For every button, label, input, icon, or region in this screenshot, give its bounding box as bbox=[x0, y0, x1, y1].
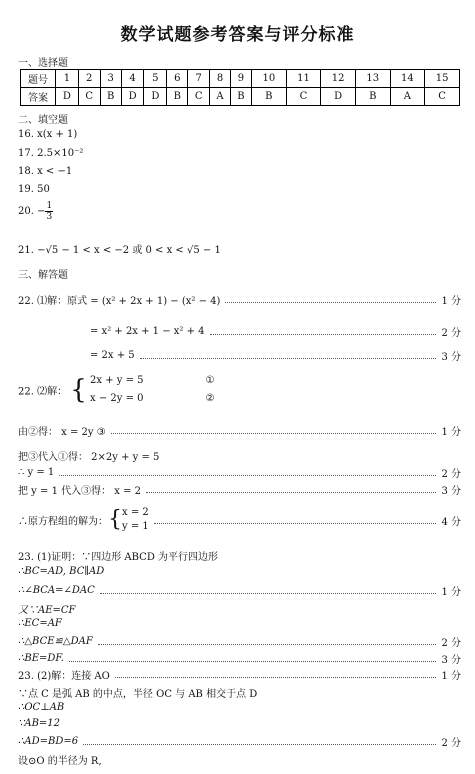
dot-leader bbox=[140, 358, 437, 359]
table-cell: 12 bbox=[321, 70, 356, 88]
q22-2-step1 bbox=[18, 423, 461, 437]
q23-1-line4: 又∵AE=CF bbox=[18, 605, 76, 616]
eq2-tag: ② bbox=[205, 393, 215, 404]
score: 3 分 bbox=[441, 351, 461, 363]
dot-leader bbox=[225, 302, 436, 303]
table-row-answers bbox=[21, 88, 460, 106]
q20-fraction bbox=[45, 201, 53, 222]
score: 2 分 bbox=[441, 327, 461, 339]
brace-icon: { bbox=[108, 507, 122, 532]
q23-2-line6: 设⊙O 的半径为 R, bbox=[18, 756, 102, 767]
q23-2-line3: ∴OC⊥AB bbox=[18, 702, 65, 713]
table-cell: B bbox=[167, 88, 188, 106]
solution-system bbox=[122, 506, 149, 534]
score: 1 分 bbox=[441, 426, 461, 438]
table-cell: C bbox=[188, 88, 210, 106]
step-text: ∴ y = 1 bbox=[18, 466, 55, 478]
dot-leader bbox=[83, 744, 436, 745]
table-cell: 7 bbox=[188, 70, 210, 88]
q23-2-line2: ∵点 C 是弧 AB 的中点，半径 OC 与 AB 相交于点 D bbox=[18, 689, 258, 700]
score: 2 分 bbox=[441, 737, 461, 749]
solution-x: x = 2 bbox=[122, 507, 149, 518]
table-cell: B bbox=[252, 88, 287, 106]
table-cell: 11 bbox=[286, 70, 321, 88]
eq1-text: 2x + y = 5 bbox=[90, 375, 144, 386]
q23-1-line1: 23. (1)证明：∵四边形 ABCD 为平行四边形 bbox=[18, 552, 219, 563]
equation-2 bbox=[90, 390, 214, 408]
eq1-tag: ① bbox=[205, 375, 215, 386]
dot-leader bbox=[100, 593, 437, 594]
table-cell: D bbox=[56, 88, 79, 106]
equation-system bbox=[90, 372, 214, 408]
table-cell: 6 bbox=[167, 70, 188, 88]
score: 1 分 bbox=[441, 670, 461, 682]
section-choice-heading: 一、选择题 bbox=[18, 58, 68, 69]
q22-2-system bbox=[18, 372, 214, 408]
step-text: ∴△BCE≌△DAF bbox=[18, 635, 93, 647]
table-cell: 1 bbox=[56, 70, 79, 88]
q22-2-step2: 把③代入①得： 2×2y + y = 5 bbox=[18, 452, 160, 463]
dot-leader bbox=[115, 677, 437, 678]
score: 1 分 bbox=[441, 295, 461, 307]
equation-1 bbox=[90, 372, 214, 390]
q20-prefix: 20. − bbox=[18, 206, 46, 217]
table-cell: 10 bbox=[252, 70, 287, 88]
answer-q17: 17. 2.5×10⁻² bbox=[18, 148, 84, 159]
table-cell: 4 bbox=[121, 70, 144, 88]
score: 1 分 bbox=[441, 586, 461, 598]
table-cell: 14 bbox=[390, 70, 425, 88]
table-cell: D bbox=[321, 88, 356, 106]
table-cell: D bbox=[144, 88, 167, 106]
q23-1-line7 bbox=[18, 651, 461, 665]
q22-1-text1: 22. ⑴解：原式 = (x² + 2x + 1) − (x² − 4) bbox=[18, 295, 221, 307]
q22-1-line3 bbox=[90, 348, 461, 362]
answer-q18: 18. x < −1 bbox=[18, 166, 73, 177]
q22-1-text2: = x² + 2x + 1 − x² + 4 bbox=[90, 325, 205, 337]
dot-leader bbox=[59, 475, 436, 476]
table-cell: 9 bbox=[230, 70, 251, 88]
table-cell: B bbox=[230, 88, 251, 106]
step-text: 把 y = 1 代入③得： x = 2 bbox=[18, 485, 142, 497]
step-text: 由②得： x = 2y ③ bbox=[18, 426, 106, 438]
q22-2-step5 bbox=[18, 507, 461, 532]
table-cell: B bbox=[100, 88, 121, 106]
section-fill-heading: 二、填空题 bbox=[18, 115, 68, 126]
table-cell: C bbox=[78, 88, 100, 106]
solution-y: y = 1 bbox=[122, 521, 149, 532]
q23-1-line2: ∴BC=AD, BC∥AD bbox=[18, 566, 105, 577]
q22-1-line2 bbox=[90, 324, 461, 338]
q23-1-line3 bbox=[18, 583, 461, 597]
q22-2-step4 bbox=[18, 482, 461, 496]
page-title: 数学试题参考答案与评分标准 bbox=[120, 25, 355, 45]
score: 3 分 bbox=[441, 654, 461, 666]
score: 2 分 bbox=[441, 468, 461, 480]
q20-denominator: 3 bbox=[46, 212, 53, 222]
q22-1-text3: = 2x + 5 bbox=[90, 349, 135, 361]
step-text bbox=[18, 506, 149, 534]
step-text: ∴BE=DF. bbox=[18, 652, 64, 664]
q23-2-line4: ∵AB=12 bbox=[18, 718, 61, 729]
answer-q19: 19. 50 bbox=[18, 184, 50, 195]
dot-leader bbox=[146, 492, 436, 493]
step-text: ∴∠BCA=∠DAC bbox=[18, 584, 95, 596]
answer-table bbox=[20, 69, 460, 106]
eq2-text: x − 2y = 0 bbox=[90, 393, 144, 404]
brace-icon: { bbox=[70, 375, 87, 405]
dot-leader bbox=[111, 433, 437, 434]
score: 2 分 bbox=[441, 637, 461, 649]
table-cell: 13 bbox=[355, 70, 390, 88]
table-cell: 3 bbox=[100, 70, 121, 88]
q23-1-line5: ∴EC=AF bbox=[18, 618, 62, 629]
step-text: ∴AD=BD=6 bbox=[18, 735, 79, 747]
table-cell: D bbox=[121, 88, 144, 106]
dot-leader bbox=[154, 523, 437, 524]
table-cell: 题号 bbox=[21, 70, 56, 88]
solution-label: ∴原方程组的解为： bbox=[18, 516, 108, 528]
q22-1-line1 bbox=[18, 292, 461, 306]
q22-2-label: 22. ⑵解： bbox=[18, 386, 68, 398]
table-cell: 2 bbox=[78, 70, 100, 88]
table-cell: C bbox=[286, 88, 321, 106]
score: 4 分 bbox=[441, 516, 461, 528]
dot-leader bbox=[210, 334, 437, 335]
table-cell: 答案 bbox=[21, 88, 56, 106]
q20-numerator: 1 bbox=[46, 201, 53, 211]
table-cell: 5 bbox=[144, 70, 167, 88]
answer-q21: 21. −√5 − 1 < x < −2 或 0 < x < √5 − 1 bbox=[18, 245, 221, 256]
table-cell: A bbox=[390, 88, 425, 106]
section-solve-heading: 三、解答题 bbox=[18, 270, 68, 281]
answer-q16: 16. x(x + 1) bbox=[18, 129, 78, 140]
table-cell: B bbox=[355, 88, 390, 106]
q23-2-line1 bbox=[18, 667, 461, 681]
table-cell: C bbox=[425, 88, 460, 106]
answer-q20 bbox=[18, 201, 53, 222]
step-text: 23. (2)解：连接 AO bbox=[18, 670, 110, 682]
table-row-numbers bbox=[21, 70, 460, 88]
dot-leader bbox=[69, 661, 436, 662]
q23-1-line6 bbox=[18, 634, 461, 648]
q23-2-line5 bbox=[18, 734, 461, 748]
table-cell: A bbox=[210, 88, 231, 106]
table-cell: 8 bbox=[210, 70, 231, 88]
score: 3 分 bbox=[441, 485, 461, 497]
q22-2-step3 bbox=[18, 465, 461, 479]
table-cell: 15 bbox=[425, 70, 460, 88]
dot-leader bbox=[98, 644, 437, 645]
